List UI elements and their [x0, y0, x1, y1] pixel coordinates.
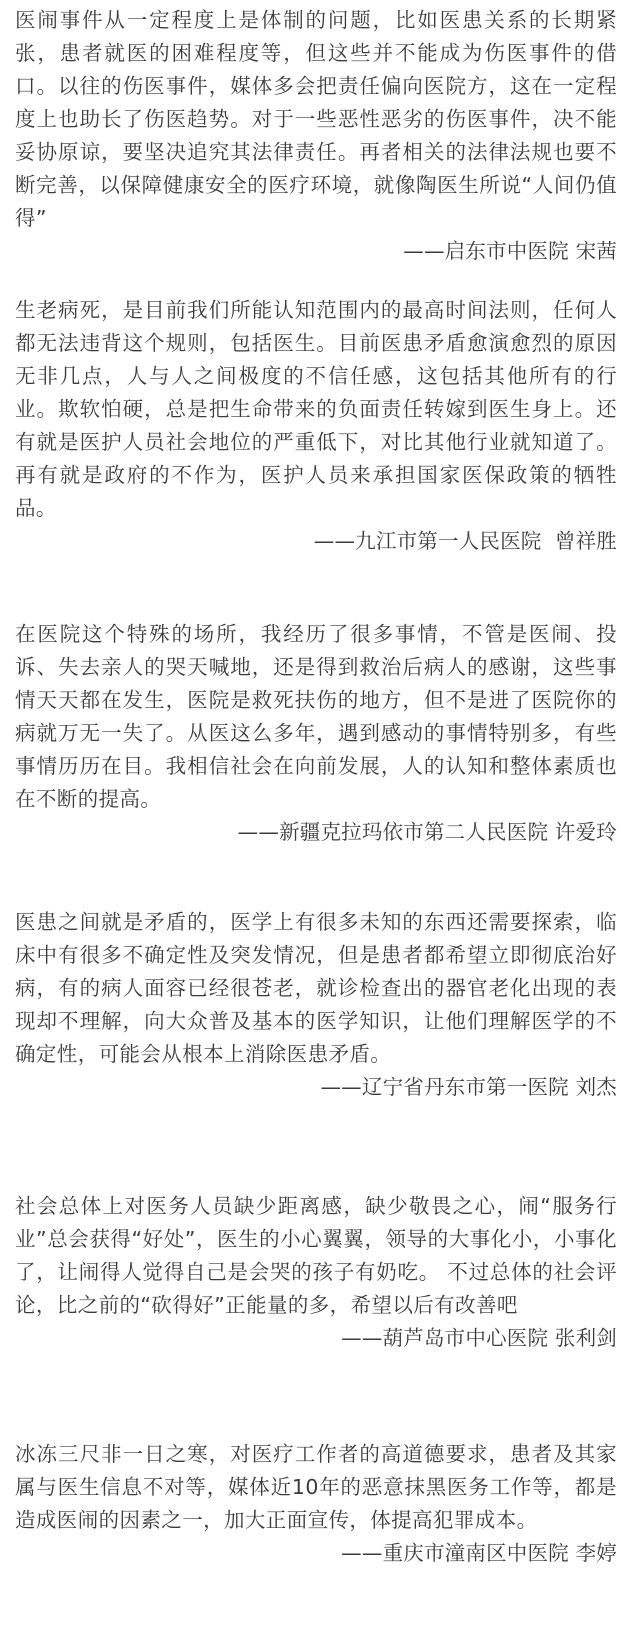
quote-signature: ——葫芦岛市中心医院 张利剑 [341, 1326, 617, 1350]
quote-signature: ——新疆克拉玛依市第二人民医院 许爱玲 [237, 820, 617, 844]
quote-block [15, 4, 617, 268]
quote-text: 冰冻三尺非一日之寒，对医疗工作者的高道德要求，患者及其家属与医生信息不对等，媒体近10年的恶意抹黑医务工作等，都是造成医闹的因素之一，加大正面宣传，体提高犯罪成本。 [15, 1442, 617, 1532]
quote-signature: ——启东市中医院 宋茜 [403, 239, 617, 263]
quote-text: 医患之间就是矛盾的，医学上有很多未知的东西还需要探索，临床中有很多不确定性及突发情况，但是患者都希望立即彻底治好病，有的病人面容已经很苍老，就诊检查出的器官老化出现的表现却不理解，向大众普及基本的医学知识，让他们理解医学的不确定性，可能会从根本上消除医患矛盾。 [15, 910, 617, 1066]
quote-signature: ——九江市第一人民医院 曾祥胜 [313, 529, 617, 553]
quote-text: 社会总体上对医务人员缺少距离感，缺少敬畏之心，闹“服务行业”总会获得“好处”，医生的小心翼翼，领导的大事化小，小事化了，让闹得人觉得自己是会哭的孩子有奶吃。 不过总体的社会评论，比之前的“砍得好”正能量的多，希望以后有改善吧 [15, 1194, 617, 1317]
quote-block [15, 294, 617, 558]
quote-signature: ——重庆市潼南区中医院 李婷 [341, 1541, 617, 1565]
quote-signature: ——辽宁省丹东市第一医院 刘杰 [320, 1075, 617, 1099]
quote-text: 生老病死，是目前我们所能认知范围内的最高时间法则，任何人都无法违背这个规则，包括医生。目前医患矛盾愈演愈烈的原因无非几点，人与人之间极度的不信任感，这包括其他所有的行业。欺软怕硬，总是把生命带来的负面责任转嫁到医生身上。还有就是医护人员社会地位的严重低下，对比其他行业就知道了。再有就是政府的不作为，医护人员来承担国家医保政策的牺牲品。 [15, 298, 617, 520]
quote-text: 在医院这个特殊的场所，我经历了很多事情，不管是医闹、投诉、失去亲人的哭天喊地，还是得到救治后病人的感谢，这些事情天天都在发生，医院是救死扶伤的地方，但不是进了医院你的病就万无一失了。从医这么多年，遇到感动的事情特别多，有些事情历历在目。我相信社会在向前发展，人的认知和整体素质也在不断的提高。 [15, 622, 617, 811]
quote-text: 医闹事件从一定程度上是体制的问题，比如医患关系的长期紧张，患者就医的困难程度等，但这些并不能成为伤医事件的借口。以往的伤医事件，媒体多会把责任偏向医院方，这在一定程度上也助长了伤医趋势。对于一些恶性恶劣的伤医事件，决不能妥协原谅，要坚决追究其法律责任。再者相关的法律法规也要不断完善，以保障健康安全的医疗环境，就像陶医生所说“人间仍值得” [15, 8, 617, 230]
quote-block [15, 1190, 617, 1355]
quote-block [15, 618, 617, 849]
quote-block [15, 1438, 617, 1570]
quote-block [15, 906, 617, 1104]
